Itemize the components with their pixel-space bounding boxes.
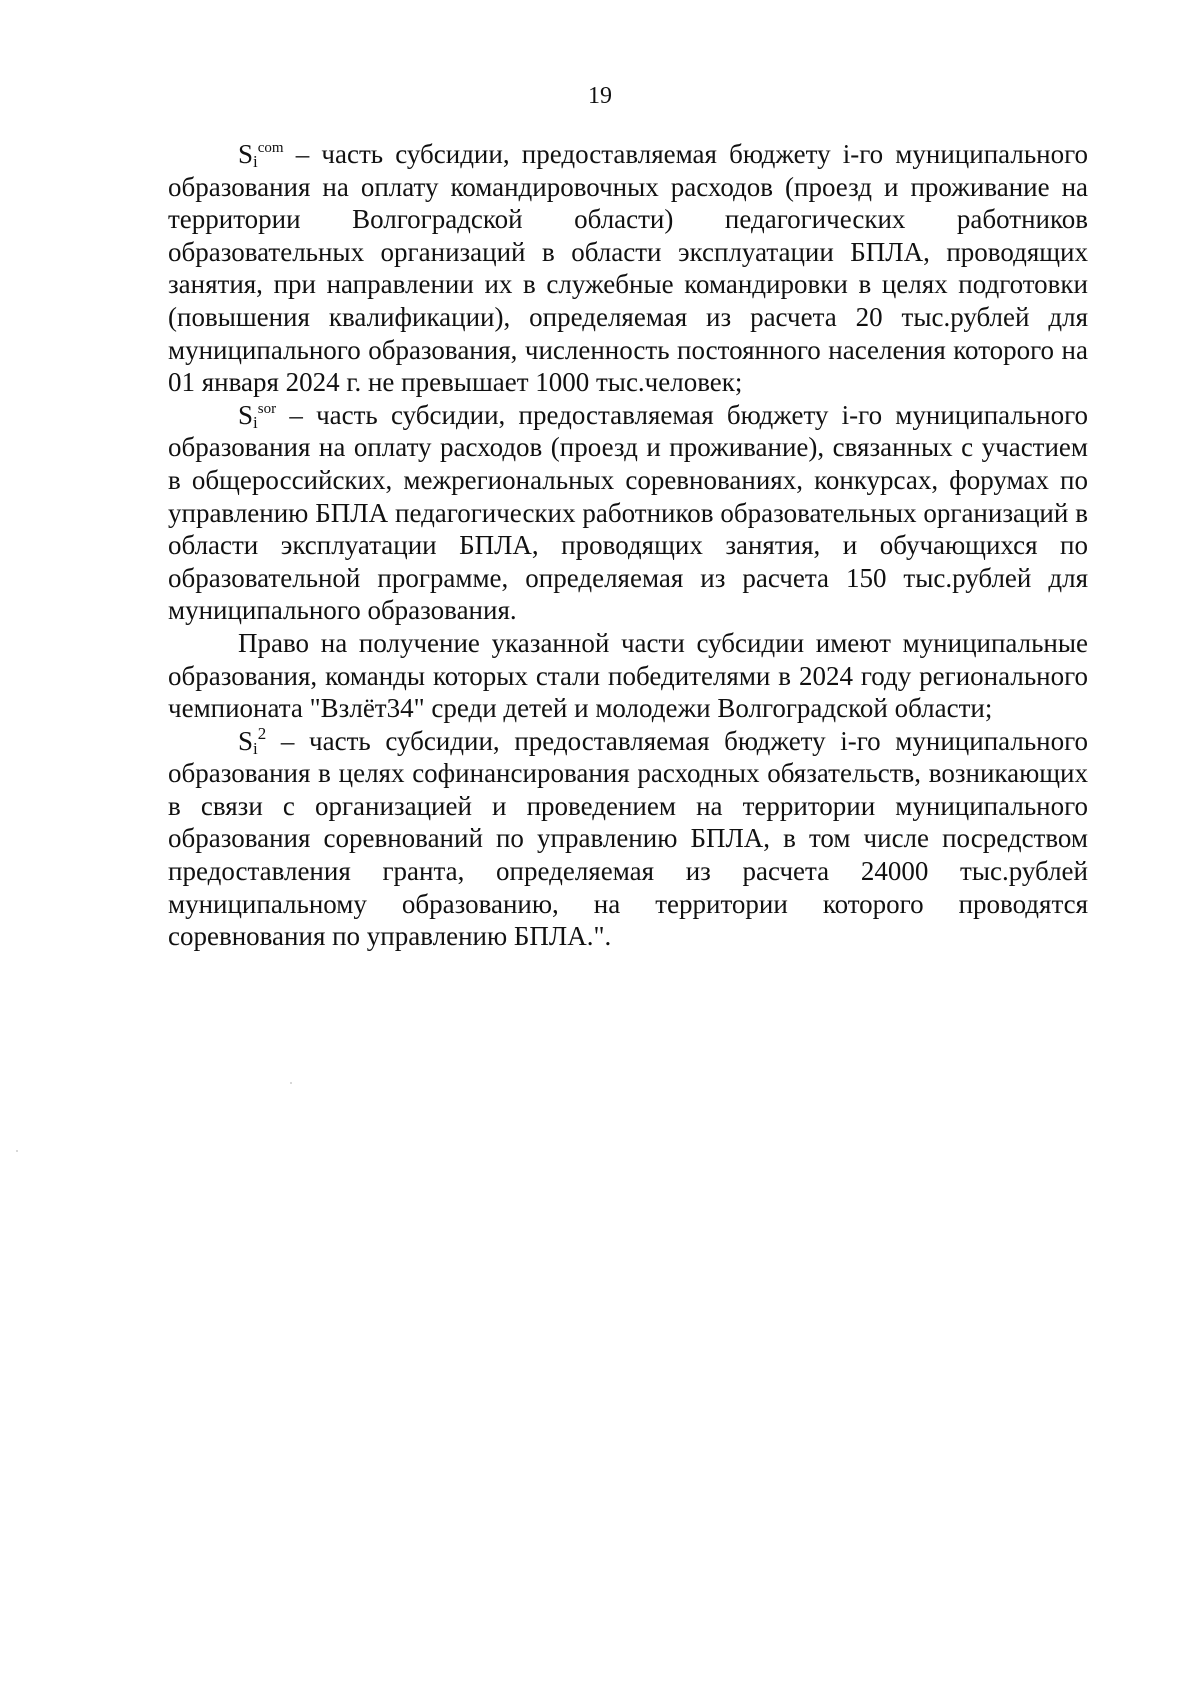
paragraph-text: – часть субсидии, предоставляемая бюджету i-го муниципального образования на оплату расходов (проезд и проживание), связанных с участием в общероссийских, межрегиональных соревнованиях, конкурсах, форумах по управлению БПЛА педагогических работников образовательных организаций в области эксплуатации БПЛА, проводящих занятия, и обучающихся по образовательной программе, определяемая из расчета 150 тыс.рублей для муниципального образования. — [168, 399, 1088, 626]
paragraph-text: Право на получение указанной части субсидии имеют муниципальные образования, команды которых стали победителями в 2024 году регионального чемпионата "Взлёт34" среди детей и молодежи Волгоградской области; — [168, 627, 1088, 724]
paragraph-text: – часть субсидии, предоставляемая бюджету i-го муниципального образования на оплату командировочных расходов (проезд и проживание на территории Волгоградской области) педагогических работников образовательных организаций в области эксплуатации БПЛА, проводящих занятия, при направлении их в служебные командировки в целях подготовки (повышения квалификации), определяемая из расчета 20 тыс.рублей для муниципального образования, численность постоянного населения которого на 01 января 2024 г. не превышает 1000 тыс.человек; — [168, 139, 1088, 398]
paragraph-s-com — [168, 138, 1088, 399]
scan-speck — [290, 1082, 292, 1084]
symbol-superscript: 2 — [257, 723, 267, 743]
page-number: 19 — [588, 83, 612, 109]
symbol-superscript: sor — [257, 400, 277, 417]
symbol-subscript: i — [253, 412, 258, 432]
formula-symbol-s-com — [238, 139, 284, 169]
symbol-superscript: com — [257, 140, 284, 156]
document-body — [168, 138, 1088, 953]
paragraph-s-2 — [168, 725, 1088, 953]
paragraph-eligibility — [168, 627, 1088, 725]
symbol-subscript: i — [253, 738, 258, 758]
formula-symbol-s-2 — [238, 723, 267, 758]
scan-speck — [16, 1150, 18, 1152]
symbol-subscript: i — [253, 152, 258, 171]
paragraph-s-sor — [168, 399, 1088, 627]
symbol-letter: S — [238, 725, 254, 756]
formula-symbol-s-sor — [238, 400, 276, 430]
paragraph-text: – часть субсидии, предоставляемая бюджету i-го муниципального образования в целях софинансирования расходных обязательств, возникающих в связи с организацией и проведением на территории муниципального образования соревнований по управлению БПЛА, в том числе посредством предоставления гранта, определяемая из расчета 24000 тыс.рублей муниципальному образованию, на территории которого проводятся соревнования по управлению БПЛА.". — [168, 725, 1088, 952]
symbol-letter: S — [238, 399, 254, 430]
symbol-letter: S — [238, 139, 254, 169]
